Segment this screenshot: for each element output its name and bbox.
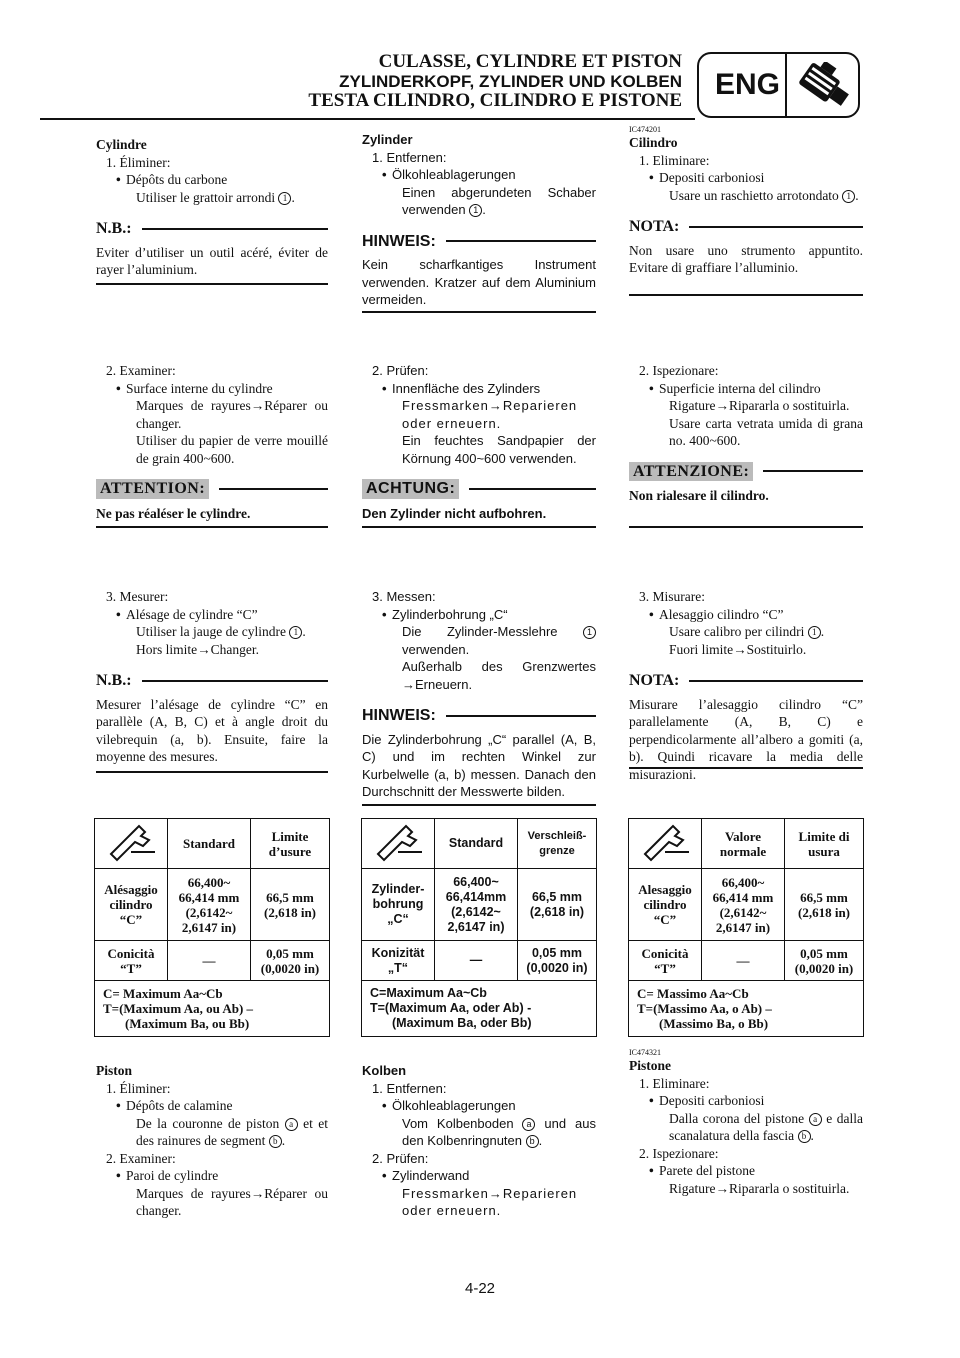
eng-label: ENG [715,68,781,101]
fr-column: Cylindre 1. Éliminer: • Dépôts du carbone Utiliser le grattoir arrondi 1 . N.B.: Eviter d’utiliser un outil acéré, éviter de rayer l’aluminium. [96,136,328,279]
de-table-foot1: C=Maximum Aa~Cb [370,986,487,1000]
it-step3-detail2: Fuori limite→Sostituirlo. [669,641,807,657]
fr-rule1 [96,283,328,285]
it-piston-detail-b: dalla scanalatura della fascia [669,1110,863,1143]
it-table-row1-limit: 66,5 mm (2,618 in) [785,869,864,941]
de-step1-bullet: • Ölkohleablagerungen [362,166,596,184]
engine-icon [793,62,853,110]
ref-marker-a: a [285,1118,298,1131]
it-table-row2-standard: — [702,941,785,981]
de-step2: 2. Prüfen: [372,363,429,378]
fr-step1-detail: Utiliser le grattoir arrondi [136,189,276,205]
it-rule2 [629,526,863,528]
fr-step2-detail2: Utiliser du papier de verre mouillé de grain 400~600. [136,433,328,466]
fr-step1-bullet: • Dépôts du carbone [96,171,328,189]
fr-attention-text: Ne pas réaléser le cylindre. [96,505,251,521]
ref-marker: 1 [469,204,482,217]
it-table-foot1: C= Massimo Aa~Cb [637,986,749,1001]
it-step1-bullet: • Depositi carboniosi [629,169,863,187]
fr-step3-detail1: Utiliser la jauge de cylindre [136,624,286,639]
de-step2-detail1: Fressmarken→Reparieren oder erneuern. [402,398,578,431]
de-attention-text: Den Zylinder nicht aufbohren. [362,505,547,521]
fr-step2-block [96,362,328,522]
de-note2-label: HINWEIS: [362,707,436,724]
de-step3-detail1: Die Zylinder-Messlehre [402,624,558,639]
wrench-icon [629,819,702,869]
de-table-header-standard: Standard [435,819,518,869]
wrench-icon [362,819,435,869]
it-piston-step1-bullet: • Depositi carboniosi [629,1092,863,1110]
fr-table-row2-label: Conicità “T” [95,941,168,981]
fr-piston-step2: 2. Examiner: [106,1150,176,1166]
de-step2-block [362,362,596,522]
it-rule1 [629,294,863,296]
eng-badge [697,52,860,118]
fr-piston-step2-detail: Marques de rayures→Réparer ou changer. [136,1185,328,1218]
fr-step3-detail2: Hors limite→Changer. [136,641,259,657]
it-table-header-standard: Valore normale [702,819,785,869]
it-step2-detail2: Usare carta vetrata umida di grana no. 400~600. [669,415,863,448]
de-piston-step1-bullet: • Ölkohleablagerungen [362,1097,596,1115]
it-piston-title: Pistone [629,1058,671,1073]
header-title-de: ZYLINDERKOPF, ZYLINDER UND KOLBEN [339,72,682,91]
fr-piston-detail-a: De la couronne de piston [136,1115,280,1131]
ref-marker-b: b [269,1135,282,1148]
de-column: Zylinder 1. Entfernen: • Ölkohleablagerungen Einen abgerundeten Schaber verwenden 1 . HINWEIS: Kein scharfkantiges Instrument verwenden. Kratzer auf dem Aluminium vermeiden. [362,131,596,309]
it-piston-step2: 2. Ispezionare: [639,1145,719,1161]
it-note2-text: Misurare l’alesaggio cilindro “C” parallelamente (A, B, C) e perpendicolarmente all’albero a gomiti (a, b). Quindi ricavare la media delle misurazioni. [629,696,863,782]
it-code1: IC474201 [629,125,661,134]
de-table-row1-limit: 66,5 mm (2,618 in) [518,869,597,941]
it-code2: IC474321 [629,1048,661,1057]
fr-step3-bullet: • Alésage de cylindre “C” [96,606,328,624]
it-step3-detail1: Usare calibro per cilindri [669,624,805,639]
fr-note1-text: Eviter d’utiliser un outil acéré, éviter de rayer l’aluminium. [96,244,328,277]
de-table-row1-label: Zylinder-bohrung „C“ [362,869,435,941]
fr-rule3 [96,771,328,773]
it-step2-block [629,362,863,505]
it-attention-label: ATTENZIONE: [629,462,753,482]
fr-cyl-title: Cylindre [96,137,147,152]
it-piston-step2-detail: Rigature→Ripararla o sostituirla. [669,1180,850,1196]
de-rule3 [362,804,596,806]
de-rule1 [362,311,596,313]
de-step3-detail1b: verwenden. [402,641,470,657]
de-piston-detail-a: Vom Kolbenboden [402,1115,514,1131]
de-table-row2-label: Konizität „T“ [362,941,435,981]
fr-note2-label: N.B.: [96,672,132,689]
de-cyl-title: Zylinder [362,132,413,147]
it-step3-block: 3. Misurare: • Alesaggio cilindro “C” Usare calibro per cilindri 1 . Fuori limite→Sostituirlo. NOTA: Misurare l’alesaggio cilindro “C” parallelamente (A, B, C) e perpendicolarmente all’albero a gomiti (a, b). Quindi ricavare la media delle misurazioni. [629,588,863,783]
it-spec-table [628,818,864,1037]
it-piston-step2-bullet: • Parete del pistone [629,1162,863,1180]
fr-table-foot3: (Maximum Ba, ou Bb) [125,1016,250,1031]
fr-step3-block: 3. Mesurer: • Alésage de cylindre “C” Utiliser la jauge de cylindre 1 . Hors limite→Changer. N.B.: Mesurer l’alésage de cylindre “C” en parallèle (A, B, C) et à angle droit du vilebrequin (a, b). Ensuite, faire la moyenne des mesures. [96,588,328,766]
de-step2-detail2: Ein feuchtes Sandpapier der Körnung 400~600 verwenden. [402,433,596,466]
fr-spec-table [94,818,330,1037]
de-table-row2-standard: — [435,941,518,981]
ref-marker-b: b [526,1135,539,1148]
de-table-row2-limit: 0,05 mm (0,0020 in) [518,941,597,981]
fr-step2-detail1: Marques de rayures→Réparer ou changer. [136,398,328,431]
ref-marker: 1 [289,626,302,639]
de-step3-detail2: Außerhalb des Grenzwertes →Erneuern. [402,659,596,692]
fr-step2-bullet: • Surface interne du cylindre [96,380,328,398]
it-and: e [826,1110,833,1126]
fr-piston-block: Piston 1. Éliminer: • Dépôts de calamine De la couronne de piston a et et des rainures de segment b . 2. Examiner: • Paroi de cylindre Marques de rayures→Réparer ou changer. [96,1062,328,1220]
fr-note2-text: Mesurer l’alésage de cylindre “C” en parallèle (A, B, C) et à angle droit du vilebrequin (a, b). Ensuite, faire la moyenne des mesures. [96,696,328,764]
page-number: 4-22 [464,1280,496,1297]
header-title-it: TESTA CILINDRO, CILINDRO E PISTONE [308,90,682,111]
de-step3-bullet: • Zylinderbohrung „C“ [362,606,596,624]
it-column: Cilindro 1. Eliminare: • Depositi carboniosi Usare un raschietto arrotondato 1 . NOTA: Non usare uno strumento appuntito. Evitare di graffiare l’alluminio. [629,134,863,277]
de-piston-step2-detail: Fressmarken→Reparieren oder erneuern. [402,1185,578,1218]
fr-table-row2-limit: 0,05 mm (0,0020 in) [251,941,330,981]
de-attention-label: ACHTUNG: [362,479,459,499]
de-piston-detail-b: und aus den Kolbenringnuten [402,1115,596,1148]
fr-table-row2-standard: — [168,941,251,981]
de-rule2 [362,526,596,528]
fr-piston-title: Piston [96,1063,133,1078]
it-table-row2-label: Conicità “T” [629,941,702,981]
fr-step2: 2. Examiner: [106,363,176,378]
fr-piston-step1-bullet: • Dépôts de calamine [96,1097,328,1115]
de-spec-table [361,818,597,1037]
de-note1-text: Kein scharfkantiges Instrument verwenden. Kratzer auf dem Aluminium vermeiden. [362,257,596,307]
de-step1-detail: Einen abgerundeten Schaber verwenden [402,184,596,217]
de-piston-step2-bullet: • Zylinderwand [362,1167,596,1185]
it-attention-text: Non rialesare il cilindro. [629,488,769,503]
fr-step1: 1. Éliminer: [106,154,171,170]
ref-marker: 1 [808,626,821,639]
it-table-header-limit: Limite di usura [785,819,864,869]
fr-table-header-limit: Limite d’usure [251,819,330,869]
de-step3: 3. Messen: [372,589,436,604]
fr-piston-step1: 1. Éliminer: [106,1080,171,1096]
it-step2-detail1: Rigature→Ripararla o sostituirla. [669,398,850,413]
de-piston-step1: 1. Entfernen: [372,1080,447,1096]
it-step3-bullet: • Alesaggio cilindro “C” [629,606,863,624]
it-step2: 2. Ispezionare: [639,363,719,378]
it-note1-text: Non usare uno strumento appuntito. Evitare di graffiare l’alluminio. [629,242,863,275]
it-step3: 3. Misurare: [639,589,705,604]
fr-piston-detail-b: et des rainures de segment [136,1115,329,1148]
de-step1: 1. Entfernen: [372,149,447,165]
de-table-foot3: (Maximum Ba, oder Bb) [392,1016,532,1030]
de-step3-block [362,588,596,801]
ref-marker: 1 [842,190,855,203]
it-step1-detail: Usare un raschietto arrotondato [669,187,839,203]
fr-table-foot1: C= Maximum Aa~Cb [103,986,223,1001]
it-step2-bullet: • Superficie interna del cilindro [629,380,863,398]
it-cyl-title: Cilindro [629,135,678,150]
it-table-foot3: (Massimo Ba, o Bb) [659,1016,769,1031]
ref-marker: 1 [583,626,596,639]
it-table-row1-label: Alesaggio cilindro “C” [629,869,702,941]
header-title-fr: CULASSE, CYLINDRE ET PISTON [378,51,682,72]
fr-attention-label: ATTENTION: [96,479,209,499]
de-table-row1-standard: 66,400~ 66,414mm (2,6142~ 2,6147 in) [435,869,518,941]
de-table-header-limit: Verschleiß-grenze [518,819,597,869]
fr-table-row1-limit: 66,5 mm (2,618 in) [251,869,330,941]
it-note2-label: NOTA: [629,672,680,689]
it-table-row1-standard: 66,400~ 66,414 mm (2,6142~ 2,6147 in) [702,869,785,941]
wrench-icon [95,819,168,869]
it-piston-detail-a: Dalla corona del pistone [669,1110,805,1126]
it-step1: 1. Eliminare: [639,152,710,168]
fr-step3: 3. Mesurer: [106,589,169,604]
it-piston-step1: 1. Eliminare: [639,1075,710,1091]
ref-marker-a: a [522,1118,535,1131]
de-piston-step2: 2. Prüfen: [372,1150,429,1166]
fr-table-row1-label: Alésaggio cilindro “C” [95,869,168,941]
it-note1-label: NOTA: [629,218,680,235]
fr-note1-label: N.B.: [96,220,132,237]
fr-and: et [303,1115,313,1131]
it-piston-block: Pistone 1. Eliminare: • Depositi carboniosi Dalla corona del pistone a e dalla scanalatura della fascia b . 2. Ispezionare: • Parete del pistone Rigature→Ripararla o sostituirla. [629,1057,863,1197]
de-note1-label: HINWEIS: [362,232,436,250]
de-piston-block: Kolben 1. Entfernen: • Ölkohleablagerungen Vom Kolbenboden a und aus den Kolbenringnuten b . 2. Prüfen: • Zylinderwand Fressmarken→Reparieren oder erneuern. [362,1062,596,1220]
fr-table-row1-standard: 66,400~ 66,414 mm (2,6142~ 2,6147 in) [168,869,251,941]
de-note2-text: Die Zylinderbohrung „C“ parallel (A, B, C) und im rechten Winkel zur Kurbelwelle (a, b) messen. Danach den Durchschnitt der Messwerte bilden. [362,731,596,799]
ref-marker: 1 [278,192,291,205]
fr-piston-step2-bullet: • Paroi de cylindre [96,1167,328,1185]
it-table-foot2: T=(Massimo Aa, o Ab) – [637,1001,772,1016]
fr-table-header-standard: Standard [168,819,251,869]
de-table-foot2: T=(Maximum Aa, oder Ab) - [370,1001,532,1015]
de-piston-title: Kolben [362,1063,407,1078]
header-rule [40,118,695,120]
it-table-row2-limit: 0,05 mm (0,0020 in) [785,941,864,981]
fr-rule2 [96,526,328,528]
ref-marker-b: b [798,1130,811,1143]
it-rule3 [629,767,863,769]
de-step2-bullet: • Innenfläche des Zylinders [362,380,596,398]
fr-table-foot2: T=(Maximum Aa, ou Ab) – [103,1001,254,1016]
ref-marker-a: a [809,1113,822,1126]
